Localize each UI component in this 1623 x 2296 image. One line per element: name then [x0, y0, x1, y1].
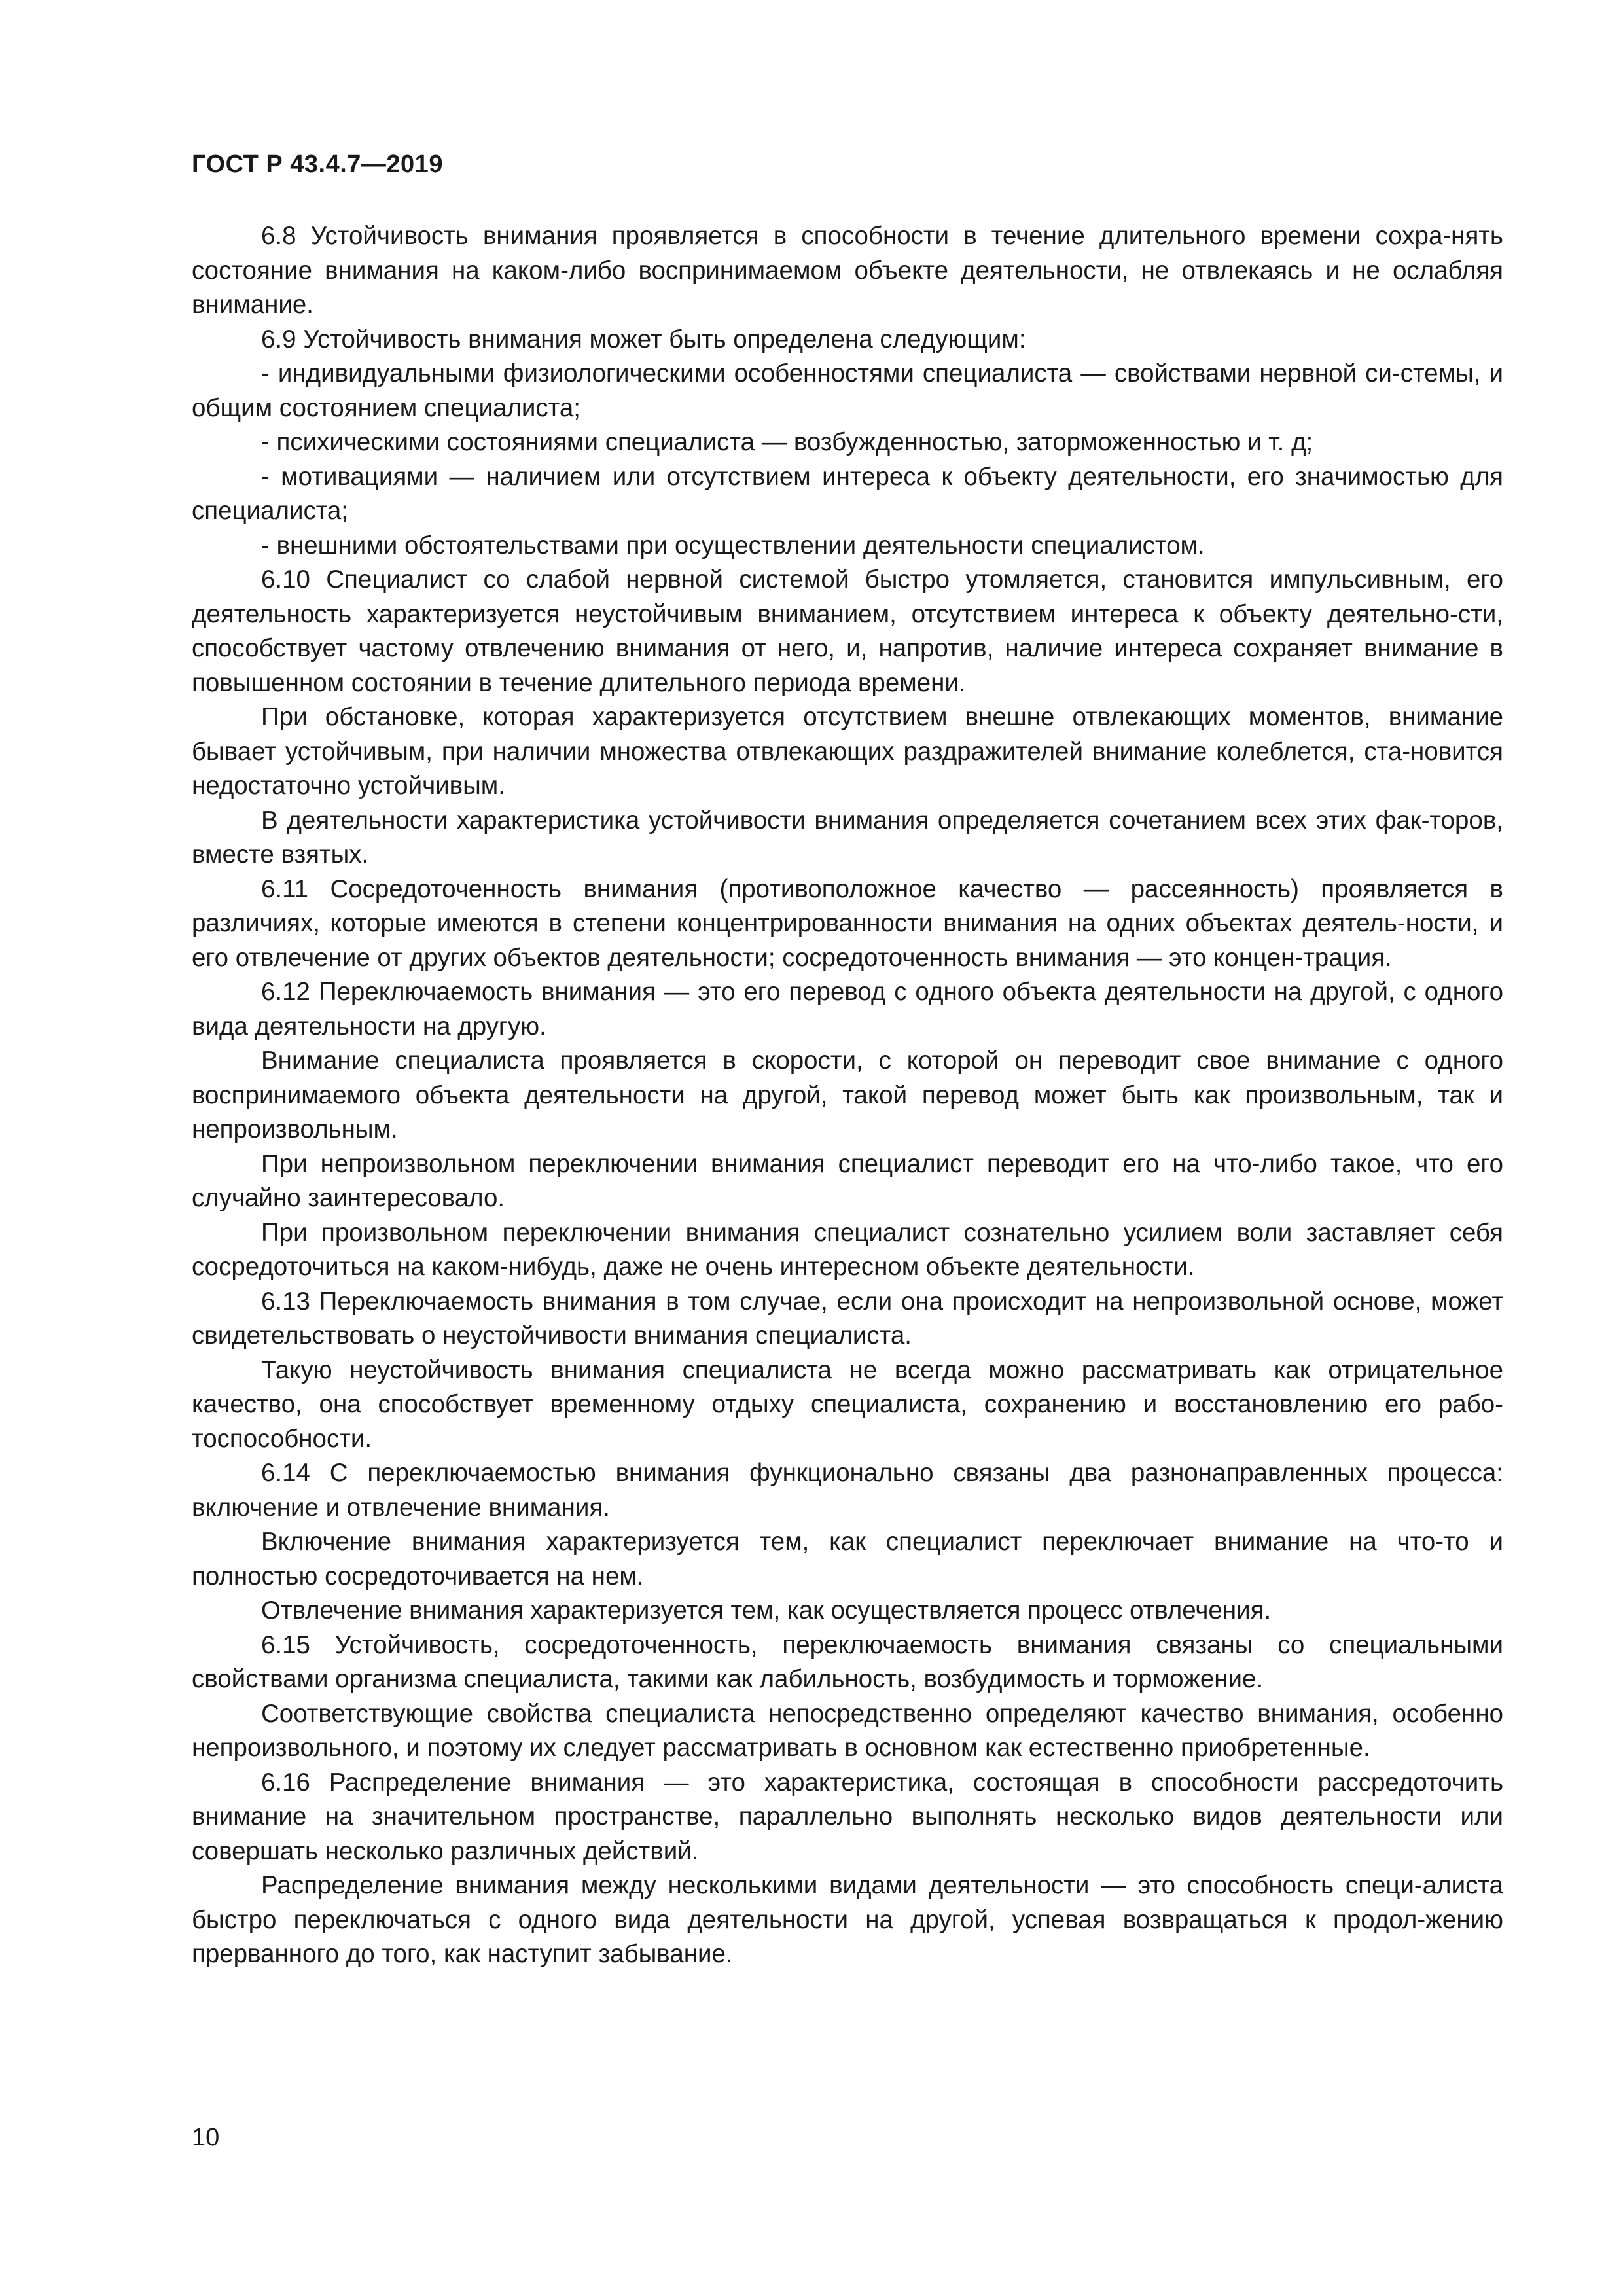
paragraph-6-13: 6.13 Переключаемость внимания в том случае, если она происходит на непроизвольной основе, может свидетельствовать о неустойчивости внимания специалиста.	[192, 1287, 1503, 1350]
paragraph-6-11: 6.11 Сосредоточенность внимания (противоположное качество — рассеянность) проявляется в различиях, которые имеются в степени концентрированности внимания на одних объектах деятель-ности, и его отвлечение от других объектов деятельности; сосредоточенность внимания — это концен-трация.	[192, 874, 1503, 972]
paragraph: Отвлечение внимания характеризуется тем, как осуществляется процесс отвлечения.	[261, 1596, 1272, 1624]
paragraph: Распределение внимания между несколькими видами деятельности — это способность специ-алиста быстро переключаться с одного вида деятельности на другой, успевая возвращаться к продол-жению прерванного до того, как наступит забывание.	[192, 1871, 1503, 1968]
paragraph-6-10: 6.10 Специалист со слабой нервной системой быстро утомляется, становится импульсивным, его деятельность характеризуется неустойчивым вниманием, отсутствием интереса к объекту деятельно-сти, способствует частому отвлечению внимания от него, и, напротив, наличие интереса сохраняет внимание в повышенном состоянии в течение длительного периода времени.	[192, 565, 1503, 697]
paragraph-6-12: 6.12 Переключаемость внимания — это его перевод с одного объекта деятельности на другой, с одного вида деятельности на другую.	[192, 978, 1503, 1041]
list-item: - индивидуальными физиологическими особенностями специалиста — свойствами нервной си-стемы, и общим состоянием специалиста;	[192, 359, 1503, 422]
paragraph: При непроизвольном переключении внимания специалист переводит его на что-либо такое, что его случайно заинтересовало.	[192, 1149, 1503, 1212]
page-number: 10	[192, 2124, 220, 2151]
list-item: - внешними обстоятельствами при осуществлении деятельности специалистом.	[261, 531, 1205, 560]
list-item: - психическими состояниями специалиста — возбужденностью, заторможенностью и т. д;	[261, 428, 1313, 456]
paragraph: При произвольном переключении внимания специалист сознательно усилием воли заставляет себя сосредоточиться на каком-нибудь, даже не очень интересном объекте деятельности.	[192, 1218, 1503, 1281]
paragraph-6-15: 6.15 Устойчивость, сосредоточенность, переключаемость внимания связаны со специальными свойствами организма специалиста, такими как лабильность, возбудимость и торможение.	[192, 1630, 1503, 1693]
paragraph-6-9: 6.9 Устойчивость внимания может быть определена следующим:	[261, 325, 1026, 353]
paragraph-6-14: 6.14 С переключаемостью внимания функционально связаны два разнонаправленных процесса: включение и отвлечение внимания.	[192, 1459, 1503, 1522]
paragraph: Соответствующие свойства специалиста непосредственно определяют качество внимания, особенно непроизвольного, и поэтому их следует рассматривать в основном как естественно приобретенные.	[192, 1699, 1503, 1762]
list-item: - мотивациями — наличием или отсутствием интереса к объекту деятельности, его значимостью для специалиста;	[192, 462, 1503, 525]
paragraph: Включение внимания характеризуется тем, как специалист переключает внимание на что-то и полностью сосредоточивается на нем.	[192, 1528, 1503, 1590]
standard-code-header: ГОСТ Р 43.4.7—2019	[192, 151, 443, 178]
paragraph: В деятельности характеристика устойчивости внимания определяется сочетанием всех этих фак-торов, вместе взятых.	[192, 806, 1503, 869]
document-body	[192, 219, 1503, 1972]
paragraph: Такую неустойчивость внимания специалиста не всегда можно рассматривать как отрицательное качество, она способствует временному отдыху специалиста, сохранению и восстановлению его рабо-тоспособности.	[192, 1355, 1503, 1453]
paragraph-6-8: 6.8 Устойчивость внимания проявляется в способности в течение длительного времени сохра-нять состояние внимания на каком-либо воспринимаемом объекте деятельности, не отвлекаясь и не ослабляя внимание.	[192, 222, 1503, 319]
paragraph: Внимание специалиста проявляется в скорости, с которой он переводит свое внимание с одного воспринимаемого объекта деятельности на другой, такой перевод может быть как произвольным, так и непроизвольным.	[192, 1047, 1503, 1143]
paragraph-6-16: 6.16 Распределение внимания — это характеристика, состоящая в способности рассредоточить внимание на значительном пространстве, параллельно выполнять несколько видов деятельности или совершать несколько различных действий.	[192, 1768, 1503, 1865]
paragraph: При обстановке, которая характеризуется отсутствием внешне отвлекающих моментов, внимание бывает устойчивым, при наличии множества отвлекающих раздражителей внимание колеблется, ста-новится недостаточно устойчивым.	[192, 703, 1503, 800]
